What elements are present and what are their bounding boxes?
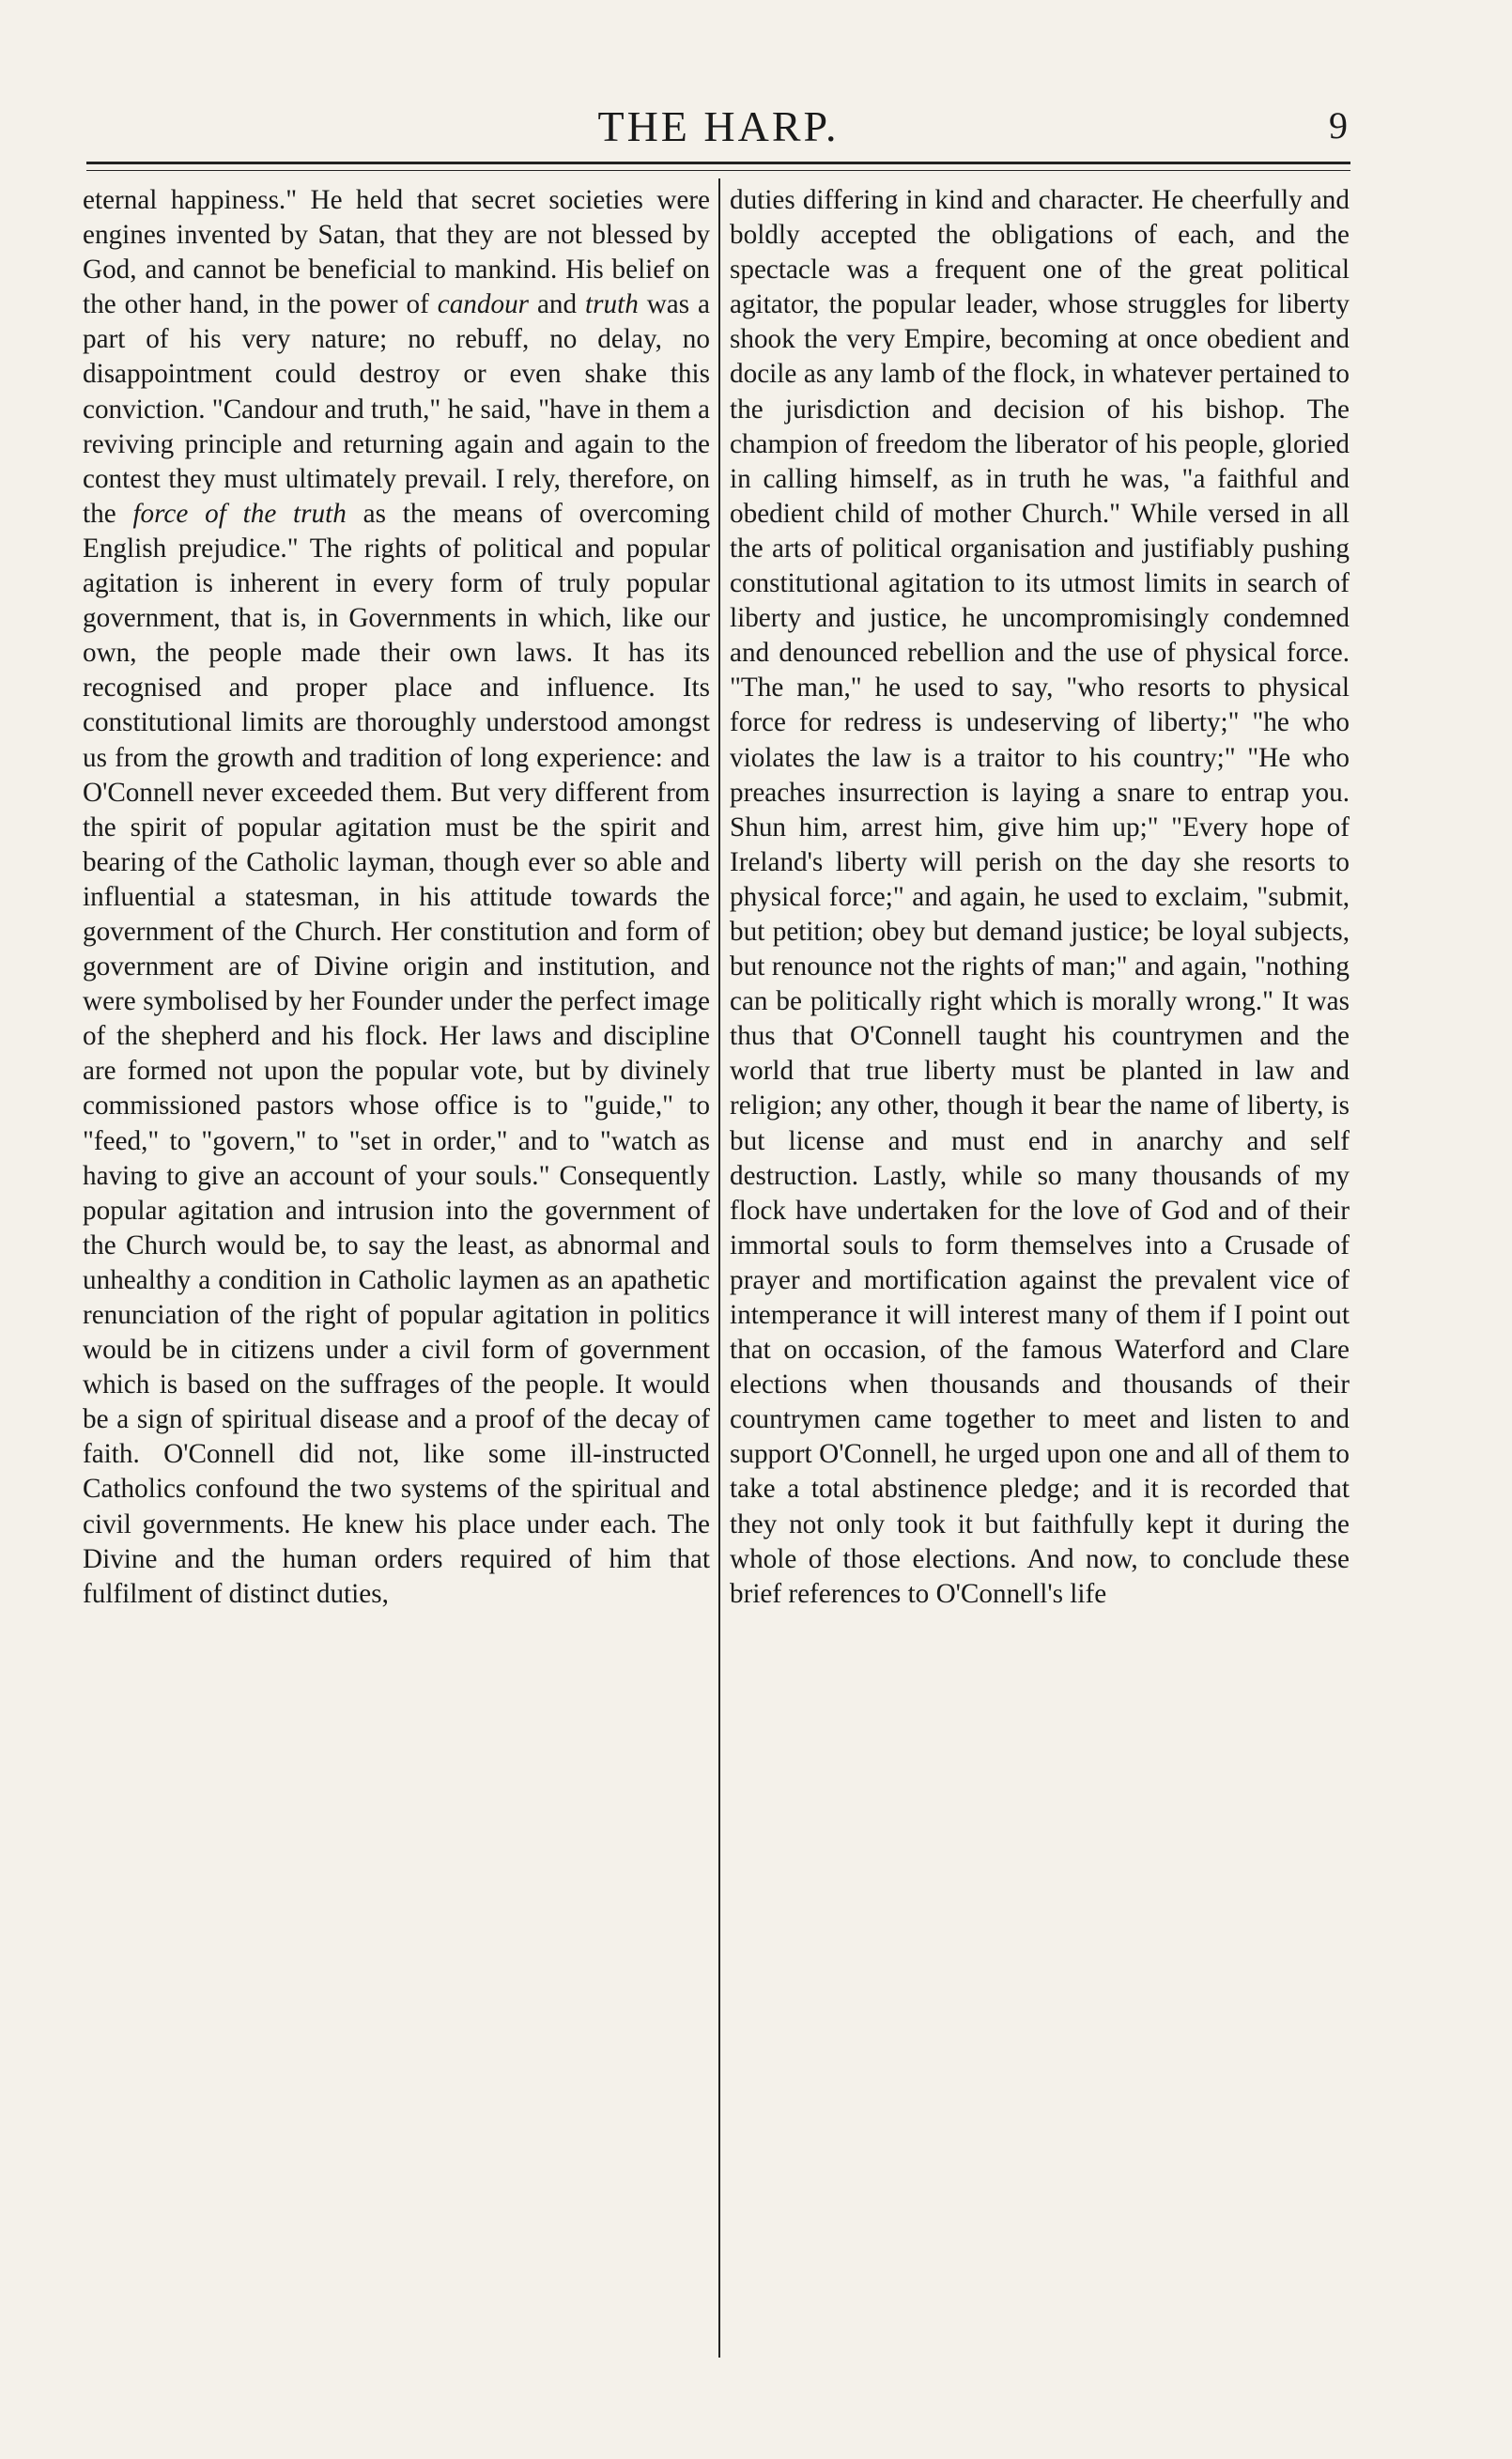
left-column-paragraph [83,183,710,1612]
page-title: THE HARP. [597,102,840,150]
header-rule-thin [86,170,1350,171]
left-column [83,183,710,2372]
left-text-2: and [529,289,586,320]
left-text-1: eternal happiness." He held that secret societies were engines invented by Satan, that they are not blessed by God, and cannot be beneficial to mankind. His belief on the other hand, in the power of [83,185,710,320]
page-header [89,101,1348,158]
left-emphasis-force-of-truth: force of the truth [132,498,347,529]
right-column [730,183,1350,2372]
header-rule-thick [86,162,1350,164]
left-emphasis-candour: candour [437,289,530,320]
left-text-3: was a part of his very nature; no rebuff, no delay, no disappointment could destroy or even shake this conviction. "Candour and truth," he said, "have in them a reviving principle and returning again and again to the contest they must ultimately prevail. I rely, therefore, on the [83,289,710,529]
page-number: 9 [1329,104,1348,147]
column-divider [718,178,720,2358]
left-emphasis-truth: truth [585,289,639,320]
right-column-paragraph: duties differing in kind and character. He cheerfully and boldly accepted the obligations of each, and the spectacle was a frequent one of the great political agitator, the popular leader, whose struggles for liberty shook the very Empire, becoming at once obedient and docile as any lamb of the flock, in whatever pertained to the jurisdiction and decision of his bishop. The champion of freedom the liberator of his people, gloried in calling himself, as in truth he was, "a faithful and obedient child of mother Church." While versed in all the arts of political organisation and justifiably pushing constitutional agitation to its utmost limits in search of liberty and justice, he uncompromisingly condemned and denounced rebellion and the use of physical force. "The man," he used to say, "who resorts to physical force for redress is undeserving of liberty;" "he who violates the law is a traitor to his country;" "He who preaches insurrection is laying a snare to entrap you. Shun him, arrest him, give him up;" "Every hope of Ireland's liberty will perish on the day she resorts to physical force;" and again, he used to exclaim, "submit, but petition; obey but demand justice; be loyal subjects, but renounce not the rights of man;" and again, "nothing can be politically right which is morally wrong." It was thus that O'Connell taught his countrymen and the world that true liberty must be planted in law and religion; any other, though it bear the name of liberty, is but license and must end in anarchy and self destruction. Lastly, while so many thousands of my flock have undertaken for the love of God and of their immortal souls to form themselves into a Crusade of prayer and mortification against the prevalent vice of intemperance it will interest many of them if I point out that on occasion, of the famous Waterford and Clare elections when thousands and thousands of their countrymen came together to meet and listen to and support O'Connell, he urged upon one and all of them to take a total abstinence pledge; and it is recorded that they not only took it but faithfully kept it during the whole of those elections. And now, to conclude these brief references to O'Connell's life [730,185,1350,1609]
left-text-4: as the means of overcoming English prejudice." The rights of political and popular agitation is inherent in every form of truly popular government, that is, in Governments in which, like our own, the people made their own laws. It has its recognised and proper place and influence. Its constitutional limits are thoroughly understood amongst us from the growth and tradition of long experience: and O'Connell never exceeded them. But very different from the spirit of popular agitation must be the spirit and bearing of the Catholic layman, though ever so able and influential a statesman, in his attitude towards the government of the Church. Her constitution and form of government are of Divine origin and institution, and were symbolised by her Founder under the perfect image of the shepherd and his flock. Her laws and discipline are formed not upon the popular vote, but by divinely commissioned pastors whose office is to "guide," to "feed," to "govern," to "set in order," and to "watch as having to give an account of your souls." Consequently popular agitation and intrusion into the government of the Church would be, to say the least, as abnormal and unhealthy a condition in Catholic laymen as an apathetic renunciation of the right of popular agitation in politics would be in citizens under a civil form of government which is based on the suffrages of the people. It would be a sign of spiritual disease and a proof of the decay of faith. O'Connell did not, like some ill-instructed Catholics confound the two systems of the spiritual and civil governments. He knew his place under each. The Divine and the human orders required of him that fulfilment of distinct duties, [83,498,710,1609]
